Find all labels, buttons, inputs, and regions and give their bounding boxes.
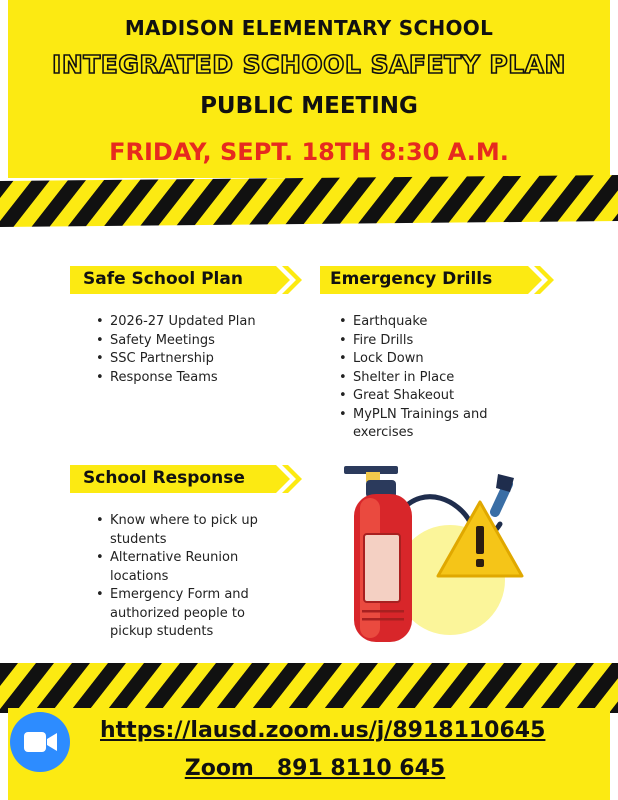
list-item: • Great Shakeout bbox=[339, 387, 504, 406]
section-title: School Response bbox=[83, 468, 245, 488]
zoom-logo-icon bbox=[10, 712, 70, 772]
school-response-list bbox=[96, 512, 266, 642]
emergency-drills-list bbox=[339, 313, 504, 443]
list-item: • 2026-27 Updated Plan bbox=[96, 313, 296, 332]
fire-extinguisher-icon bbox=[340, 462, 530, 644]
section-header-safe-school-plan bbox=[70, 265, 302, 295]
plan-title: INTEGRATED SCHOOL SAFETY PLAN bbox=[52, 50, 566, 79]
hazard-stripes-bottom bbox=[0, 663, 618, 713]
list-item: • Response Teams bbox=[96, 369, 296, 388]
section-header-emergency-drills bbox=[320, 265, 554, 295]
safe-school-plan-list bbox=[96, 313, 296, 387]
school-name: MADISON ELEMENTARY SCHOOL bbox=[124, 16, 494, 40]
list-item: • Know where to pick up students bbox=[96, 512, 266, 549]
list-item: • SSC Partnership bbox=[96, 350, 296, 369]
list-item: • Emergency Form and authorized people to pickup students bbox=[96, 586, 266, 642]
list-item: • Lock Down bbox=[339, 350, 504, 369]
list-item: • Fire Drills bbox=[339, 332, 504, 351]
list-item: • Alternative Reunion locations bbox=[96, 549, 266, 586]
list-item: • Earthquake bbox=[339, 313, 504, 332]
hazard-stripes-top bbox=[0, 175, 618, 227]
meeting-datetime: FRIDAY, SEPT. 18TH 8:30 A.M. bbox=[109, 138, 509, 166]
camera-icon bbox=[10, 712, 70, 772]
event-title: PUBLIC MEETING bbox=[200, 93, 418, 119]
list-item: • Safety Meetings bbox=[96, 332, 296, 351]
zoom-meeting-id: Zoom 891 8110 645 bbox=[184, 756, 446, 781]
zoom-meeting-link[interactable]: https://lausd.zoom.us/j/8918110645 bbox=[100, 718, 546, 743]
list-item: • MyPLN Trainings and exercises bbox=[339, 406, 504, 443]
section-title: Emergency Drills bbox=[330, 269, 493, 289]
section-header-school-response bbox=[70, 464, 302, 494]
list-item: • Shelter in Place bbox=[339, 369, 504, 388]
section-title: Safe School Plan bbox=[83, 269, 243, 289]
